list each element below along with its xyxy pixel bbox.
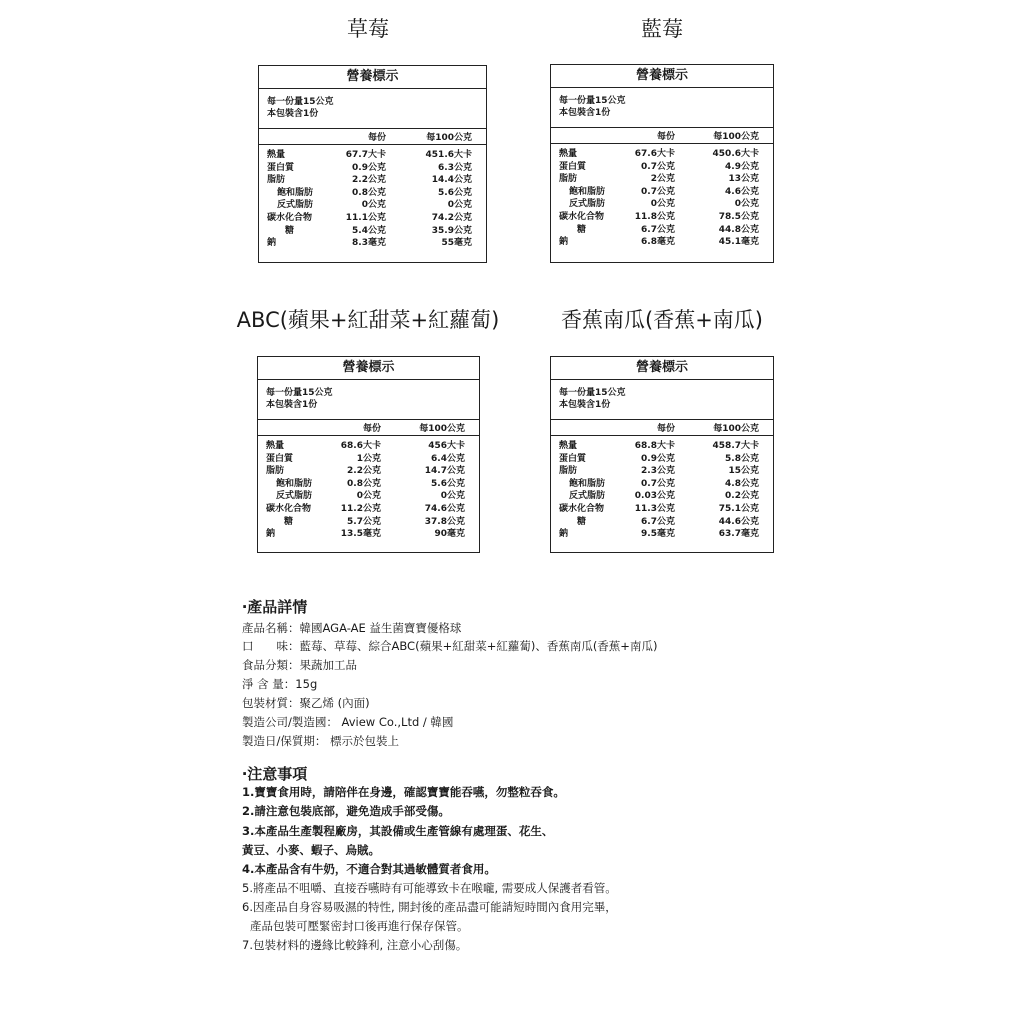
nutrition-row	[259, 212, 486, 225]
nutrient-per-100g: 45.1毫克	[718, 237, 759, 248]
nutrient-per-100g: 78.5公克	[718, 211, 759, 222]
detail-line-material: 包裝材質：聚乙烯 (內面)	[242, 696, 370, 710]
nutrient-per-serving: 13.5毫克	[340, 529, 381, 540]
nutrient-label: 飽和脂肪	[569, 186, 606, 197]
nutrient-per-100g: 35.9公克	[431, 225, 472, 236]
nutrient-per-serving: 0.7公克	[641, 186, 675, 197]
nutrient-label: 熱量	[266, 441, 285, 451]
nutrient-per-serving: 0公克	[361, 200, 386, 211]
nutrient-label: 飽和脂肪	[277, 187, 314, 198]
nutrient-per-serving: 2.3公克	[641, 466, 675, 477]
nutrition-rows	[258, 436, 479, 541]
serving-info	[551, 88, 773, 128]
nutrition-row	[551, 490, 773, 503]
nutrient-per-100g: 458.7大卡	[712, 441, 759, 451]
detail-line-manufacturer: 製造公司/製造國： Aview Co.,Ltd / 韓國	[242, 715, 454, 729]
nutrition-row	[551, 528, 773, 541]
column-header	[259, 129, 486, 145]
nutrition-panel	[257, 356, 480, 553]
nutrient-per-100g: 44.6公克	[718, 516, 759, 527]
nutrition-row	[551, 224, 773, 237]
column-per-100g: 每100公克	[713, 424, 759, 434]
nutrient-per-100g: 0公克	[734, 199, 759, 210]
nutrient-per-100g: 456大卡	[428, 441, 465, 451]
column-per-100g: 每100公克	[713, 132, 759, 142]
servings-per-pack: 本包裝含1份	[266, 400, 318, 410]
detail-line-category: 食品分類：果蔬加工品	[242, 658, 357, 672]
nutrient-per-100g: 450.6大卡	[712, 149, 759, 159]
note-line-4: 4.本產品含有牛奶，不適合對其過敏體質者食用。	[242, 862, 496, 876]
nutrition-row	[259, 225, 486, 238]
serving-info	[258, 380, 479, 420]
column-per-serving: 每份	[656, 132, 675, 142]
nutrient-label: 脂肪	[267, 175, 286, 186]
nutrient-per-100g: 6.4公克	[431, 453, 465, 464]
nutrient-label: 飽和脂肪	[276, 478, 313, 489]
nutrition-row	[258, 490, 479, 503]
nutrition-row	[258, 516, 479, 529]
nutrition-row	[259, 187, 486, 200]
note-line-3-cont: 黃豆、小麥、蝦子、烏賊。	[242, 843, 380, 857]
nutrition-panel-heading: 營養標示	[551, 65, 773, 88]
note-line-3: 3.本產品生產製程廠房，其設備或生產管線有處理蛋、花生、	[242, 824, 554, 838]
nutrition-row	[551, 173, 773, 186]
column-per-100g: 每100公克	[419, 424, 465, 434]
column-header	[551, 128, 773, 144]
detail-line-name: 產品名稱：韓國AGA-AE 益生菌寶寶優格球	[242, 621, 462, 635]
nutrient-label: 鈉	[266, 529, 276, 540]
nutrition-row	[551, 465, 773, 478]
nutrition-row	[551, 453, 773, 466]
detail-line-date: 製造日/保質期： 標示於包裝上	[242, 734, 400, 748]
nutrient-label: 脂肪	[266, 466, 285, 477]
nutrition-row	[258, 528, 479, 541]
nutrient-per-100g: 14.7公克	[424, 466, 465, 477]
nutrient-label: 碳水化合物	[559, 211, 605, 222]
nutrition-row	[551, 503, 773, 516]
nutrient-label: 飽和脂肪	[569, 478, 606, 489]
nutrient-label: 反式脂肪	[569, 491, 606, 502]
nutrient-per-serving: 2公克	[650, 174, 675, 185]
nutrient-per-100g: 90毫克	[434, 529, 465, 540]
nutrient-per-serving: 67.6大卡	[634, 149, 675, 159]
nutrient-per-serving: 0.9公克	[352, 162, 386, 173]
nutrient-label: 碳水化合物	[266, 503, 312, 514]
nutrient-per-100g: 74.2公克	[431, 212, 472, 223]
nutrient-label: 蛋白質	[266, 453, 294, 464]
nutrient-per-serving: 0.8公克	[347, 478, 381, 489]
nutrient-per-serving: 1公克	[356, 453, 381, 464]
column-per-serving: 每份	[367, 133, 386, 143]
nutrition-row	[551, 236, 773, 249]
note-line-5: 5.將產品不咀嚼、直接吞嚥時有可能導致卡在喉嚨, 需要成人保護者看管。	[242, 881, 617, 895]
nutrient-per-serving: 0公克	[356, 491, 381, 502]
nutrition-panel	[550, 64, 774, 263]
note-line-2: 2.請注意包裝底部，避免造成手部受傷。	[242, 804, 450, 818]
nutrition-rows	[551, 144, 773, 249]
nutrient-per-100g: 63.7毫克	[718, 529, 759, 540]
nutrition-panel	[550, 356, 774, 553]
nutrient-per-100g: 13公克	[728, 174, 759, 185]
note-line-7: 7.包裝材料的邊緣比較鋒利, 注意小心刮傷。	[242, 938, 468, 952]
nutrient-label: 鈉	[559, 529, 569, 540]
nutrient-per-serving: 8.3毫克	[352, 238, 386, 249]
nutrient-per-100g: 0公克	[447, 200, 472, 211]
nutrient-per-100g: 5.6公克	[431, 478, 465, 489]
nutrient-per-100g: 4.6公克	[725, 186, 759, 197]
nutrient-per-serving: 11.8公克	[634, 211, 675, 222]
nutrient-label: 脂肪	[559, 466, 578, 477]
nutrient-label: 碳水化合物	[267, 212, 313, 223]
nutrient-per-serving: 6.7公克	[641, 516, 675, 527]
column-per-100g: 每100公克	[426, 133, 472, 143]
nutrition-row	[258, 453, 479, 466]
nutrient-per-100g: 55毫克	[441, 238, 472, 249]
column-header	[258, 420, 479, 436]
nutrient-label: 熱量	[267, 150, 286, 160]
nutrient-per-serving: 0.03公克	[634, 491, 675, 502]
nutrient-per-serving: 68.6大卡	[340, 441, 381, 451]
nutrition-row	[258, 440, 479, 453]
nutrient-per-serving: 2.2公克	[347, 466, 381, 477]
nutrition-row	[551, 211, 773, 224]
nutrient-label: 熱量	[559, 149, 578, 159]
nutrient-per-serving: 5.4公克	[352, 225, 386, 236]
product-details-title: ‧產品詳情	[242, 598, 308, 616]
nutrient-per-100g: 5.8公克	[725, 453, 759, 464]
nutrient-label: 鈉	[559, 237, 569, 248]
serving-info	[259, 89, 486, 129]
nutrition-row	[551, 161, 773, 174]
serving-size: 每一份量15公克	[559, 96, 626, 106]
nutrient-per-100g: 451.6大卡	[425, 150, 472, 160]
nutrient-per-100g: 6.3公克	[438, 162, 472, 173]
nutrition-rows	[551, 436, 773, 541]
nutrient-label: 熱量	[559, 441, 578, 451]
serving-size: 每一份量15公克	[267, 97, 334, 107]
nutrient-label: 蛋白質	[559, 453, 587, 464]
nutrient-per-serving: 11.2公克	[340, 503, 381, 514]
nutrient-label: 糖	[577, 224, 587, 235]
nutrition-row	[258, 465, 479, 478]
nutrition-panel-heading: 營養標示	[551, 357, 773, 380]
nutrient-label: 糖	[284, 516, 294, 527]
nutrition-panel-heading: 營養標示	[259, 66, 486, 89]
nutrient-per-100g: 5.6公克	[438, 187, 472, 198]
nutrition-row	[259, 162, 486, 175]
servings-per-pack: 本包裝含1份	[267, 109, 319, 119]
nutrient-per-100g: 44.8公克	[718, 224, 759, 235]
servings-per-pack: 本包裝含1份	[559, 400, 611, 410]
nutrition-row	[551, 440, 773, 453]
nutrient-per-serving: 0.7公克	[641, 478, 675, 489]
nutrient-per-serving: 0.8公克	[352, 187, 386, 198]
nutrient-per-100g: 0.2公克	[725, 491, 759, 502]
nutrient-per-100g: 4.9公克	[725, 161, 759, 172]
note-line-6: 6.因產品自身容易吸濕的特性, 開封後的產品盡可能請短時間內食用完畢，	[242, 900, 617, 914]
nutrition-row	[259, 199, 486, 212]
nutrient-per-serving: 0公克	[650, 199, 675, 210]
nutrient-label: 碳水化合物	[559, 503, 605, 514]
nutrient-per-serving: 6.7公克	[641, 224, 675, 235]
nutrition-row	[259, 237, 486, 250]
serving-size: 每一份量15公克	[559, 388, 626, 398]
note-line-6-cont: 產品包裝可壓緊密封口後再進行保存保管。	[250, 919, 469, 933]
flavor-title-blueberry: 藍莓	[641, 17, 683, 41]
nutrient-per-serving: 9.5毫克	[641, 529, 675, 540]
nutrient-label: 糖	[577, 516, 587, 527]
nutrition-panel	[258, 65, 487, 263]
nutrition-row	[551, 478, 773, 491]
nutrient-label: 反式脂肪	[569, 199, 606, 210]
nutrient-per-100g: 37.8公克	[424, 516, 465, 527]
flavor-title-abc: ABC(蘋果+紅甜菜+紅蘿蔔)	[236, 308, 500, 332]
nutrient-per-serving: 0.7公克	[641, 161, 675, 172]
nutrient-per-serving: 11.3公克	[634, 503, 675, 514]
nutrition-rows	[259, 145, 486, 250]
serving-info	[551, 380, 773, 420]
nutrient-label: 糖	[285, 225, 295, 236]
nutrient-per-100g: 0公克	[440, 491, 465, 502]
nutrition-row	[258, 503, 479, 516]
nutrient-per-100g: 75.1公克	[718, 503, 759, 514]
nutrient-label: 脂肪	[559, 174, 578, 185]
nutrient-per-100g: 15公克	[728, 466, 759, 477]
nutrition-row	[551, 186, 773, 199]
detail-line-flavors: 口 味：藍莓、草莓、綜合ABC(蘋果+紅甜菜+紅蘿蔔)、香蕉南瓜(香蕉+南瓜)	[242, 639, 658, 653]
nutrient-per-serving: 6.8毫克	[641, 237, 675, 248]
nutrition-panel-heading: 營養標示	[258, 357, 479, 380]
nutrition-row	[259, 149, 486, 162]
nutrient-label: 蛋白質	[559, 161, 587, 172]
nutrient-per-100g: 4.8公克	[725, 478, 759, 489]
nutrient-per-serving: 11.1公克	[345, 212, 386, 223]
nutrition-row	[259, 174, 486, 187]
nutrition-row	[551, 198, 773, 211]
nutrition-row	[551, 516, 773, 529]
flavor-title-strawberry: 草莓	[347, 17, 389, 41]
serving-size: 每一份量15公克	[266, 388, 333, 398]
nutrient-per-serving: 0.9公克	[641, 453, 675, 464]
nutrient-per-serving: 5.7公克	[347, 516, 381, 527]
notes-title: ‧注意事項	[242, 765, 308, 783]
detail-line-net-weight: 淨 含 量：15g	[242, 677, 318, 691]
nutrient-per-serving: 67.7大卡	[345, 150, 386, 160]
flavor-title-banana-pumpkin: 香蕉南瓜(香蕉+南瓜)	[561, 308, 763, 332]
servings-per-pack: 本包裝含1份	[559, 108, 611, 118]
column-per-serving: 每份	[656, 424, 675, 434]
nutrient-label: 蛋白質	[267, 162, 295, 173]
column-per-serving: 每份	[362, 424, 381, 434]
nutrient-label: 反式脂肪	[277, 200, 314, 211]
nutrient-label: 反式脂肪	[276, 491, 313, 502]
column-header	[551, 420, 773, 436]
note-line-1: 1.寶寶食用時，請陪伴在身邊，確認寶寶能吞嚥，勿整粒吞食。	[242, 785, 565, 799]
nutrient-per-100g: 14.4公克	[431, 175, 472, 186]
nutrient-label: 鈉	[267, 238, 277, 249]
nutrient-per-serving: 2.2公克	[352, 175, 386, 186]
nutrition-row	[258, 478, 479, 491]
nutrition-row	[551, 148, 773, 161]
nutrient-per-serving: 68.8大卡	[634, 441, 675, 451]
nutrient-per-100g: 74.6公克	[424, 503, 465, 514]
